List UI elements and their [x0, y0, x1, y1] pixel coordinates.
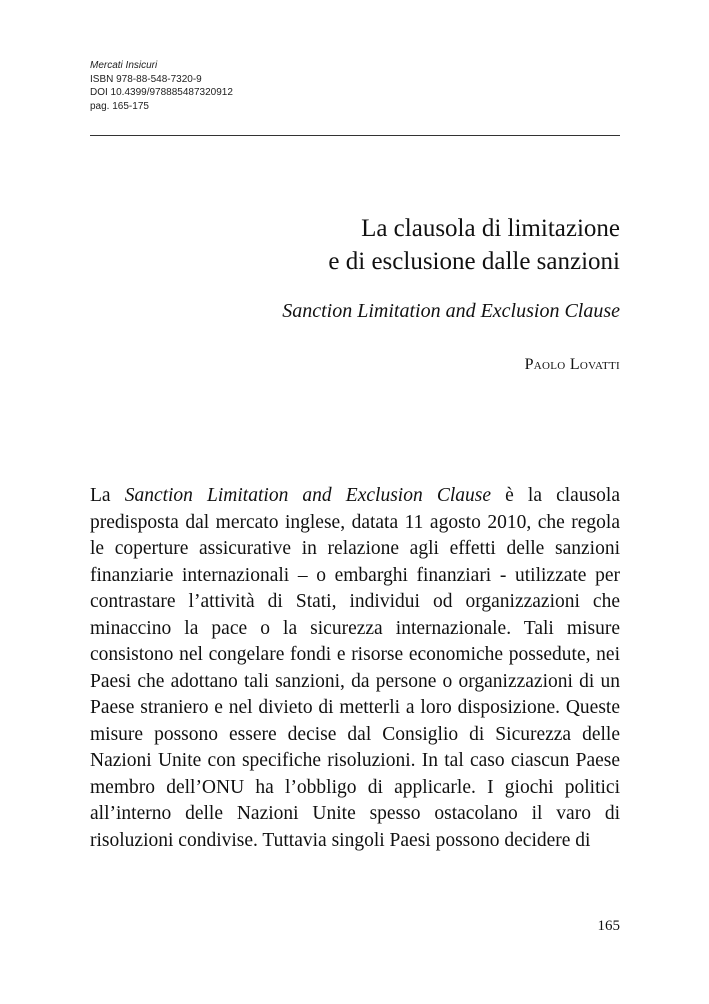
page-number: 165	[597, 918, 620, 934]
isbn-line: ISBN 978-88-548-7320-9	[90, 73, 202, 85]
title-line-1: La clausola di limitazione	[361, 215, 620, 242]
journal-name: Mercati Insicuri	[90, 60, 158, 71]
doi-line: DOI 10.4399/978885487320912	[90, 87, 233, 98]
title-line-2: e di esclusione dalle sanzioni	[328, 248, 620, 275]
publication-metadata	[90, 59, 233, 113]
body-text: è la clausola predisposta dal mercato inglese, datata 11 agosto 2010, che regola le coperture assicurative in relazione agli effetti delle sanzioni finanziarie internazionali – o embarghi finanziari - utilizzate per contrastare l’attività di Stati, individui od organizzazioni che minaccino la pace o la sicurezza internazionale. Tali misure consistono nel congelare fondi e risorse economiche possedute, nei Paesi che adottano tali sanzioni, da persone o organizzazioni di un Paese straniero e nel divieto di metterli a loro disposizione. Queste misure possono essere decise dal Consiglio di Sicurezza delle Nazioni Unite con specifiche risoluzioni. In tal caso ciascun Paese membro dell’ONU ha l’obbligo di applicarle. I giochi politici all’interno delle Nazioni Unite spesso ostacolano il varo di risoluzioni condivise. Tuttavia singoli Paesi possono decidere di	[90, 485, 620, 851]
article-title	[328, 212, 620, 278]
clause-name: Sanction Limitation and Exclusion Clause	[124, 485, 491, 506]
header-divider	[90, 135, 620, 136]
article-author: Paolo Lovatti	[524, 356, 620, 373]
page-range: pag. 165-175	[90, 100, 149, 112]
article-subtitle: Sanction Limitation and Exclusion Clause	[282, 300, 620, 322]
body-paragraph	[90, 483, 620, 854]
body-lead: La	[90, 485, 125, 506]
